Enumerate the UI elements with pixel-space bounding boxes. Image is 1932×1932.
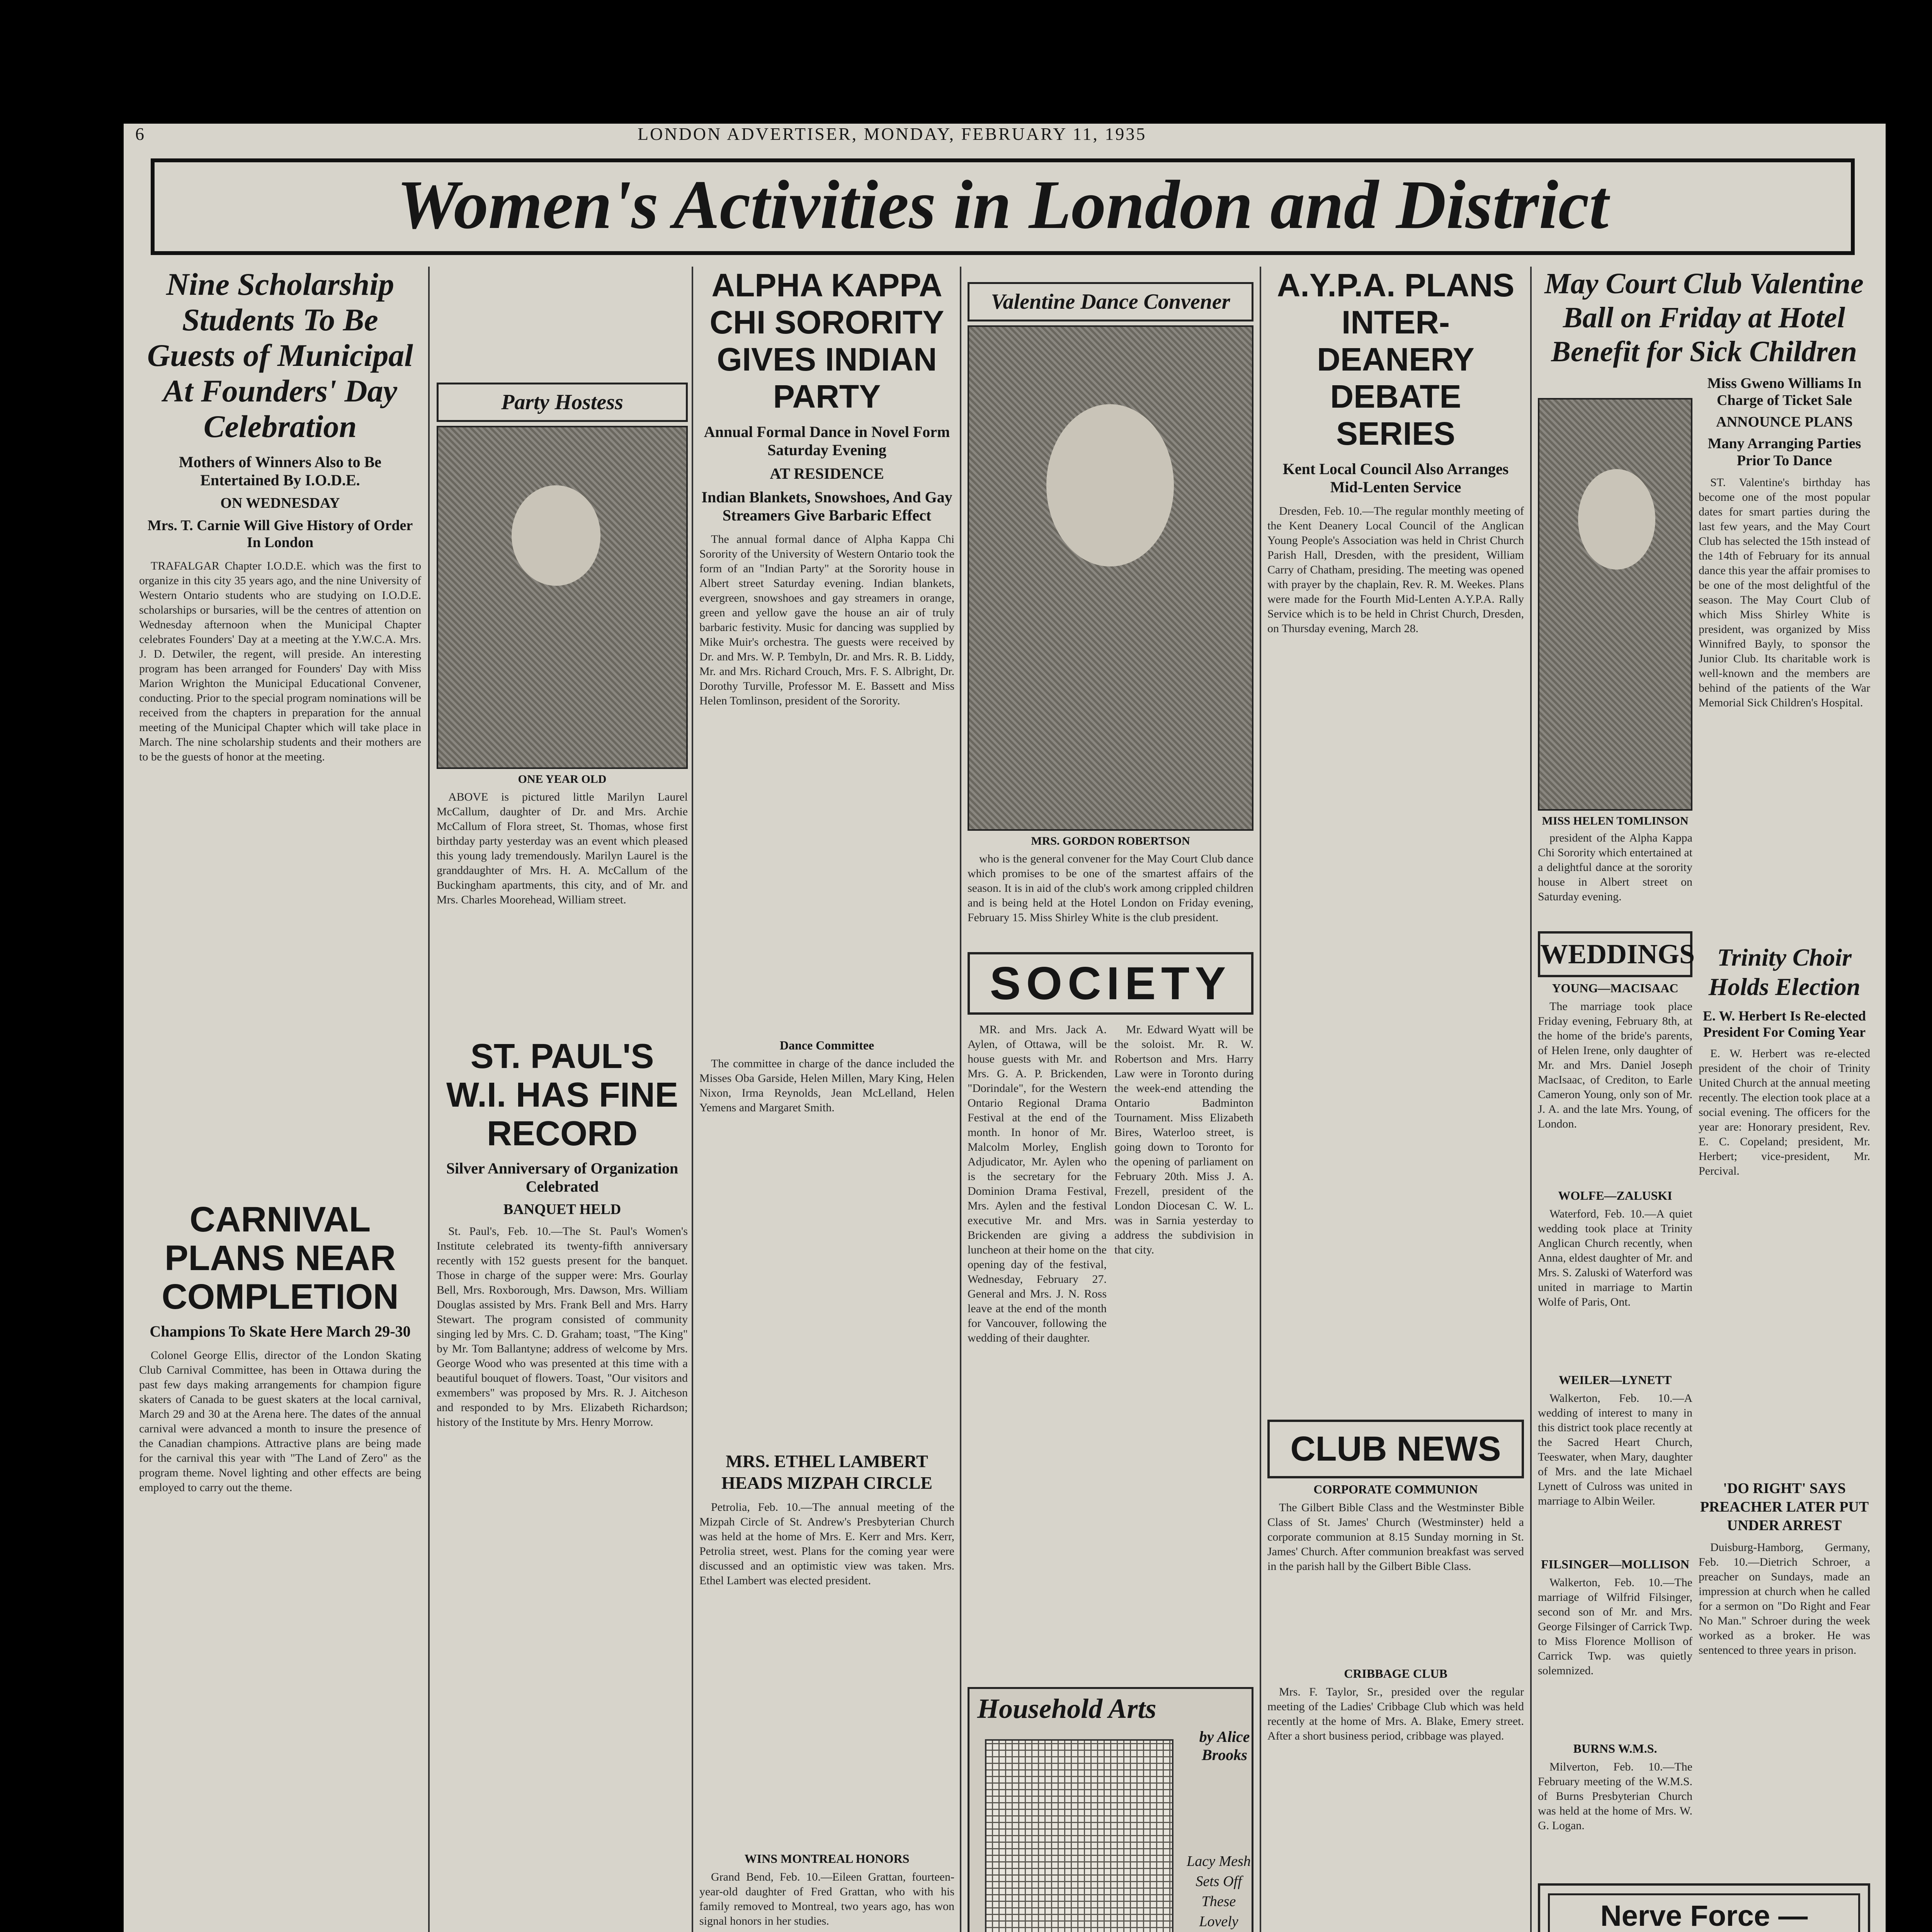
weddings-block xyxy=(1538,931,1695,1868)
article-text: Waterford, Feb. 10.—A quiet wedding took place at Trinity Anglican Church recently, when Anna, eldest daughter of Mr. and Mrs. S. Zaluski of Waterford was united in marriage to Martin Wolfe of Paris, Ont. xyxy=(1538,1208,1692,1308)
headline-mizpah: MRS. ETHEL LAMBERT HEADS MIZPAH CIRCLE xyxy=(721,1451,933,1493)
photo-subject xyxy=(1046,404,1174,566)
column-aypa xyxy=(1267,267,1524,1932)
article-alpha-kappa-chi xyxy=(699,532,954,1034)
deck-gweno-williams: Miss Gweno Williams In Charge of Ticket Sale xyxy=(1707,375,1862,408)
article-text: The annual formal dance of Alpha Kappa Chi Sorority of the University of Western Ontario took the form of an "Indian Party" at the Sorority house in Albert street Saturday evening. Indian blankets, evergreen, snowshoes and gay streamers in orange, green and yellow gave the house an air of truly barbaric festivity. Music for dancing was supplied by Mike Muir's orchestra. The guests were received by Dr. and Mrs. W. P. Tembyln, Dr. and Mrs. R. B. Liddy, Mr. and Mrs. Richard Crouch, Mrs. F. S. Albright, Dr. Dorothy Turville, Professor M. E. Bassett and Miss Helen Tomlinson, president of the Sorority. xyxy=(699,533,954,707)
headline-may-court: May Court Club Valentine Ball on Friday at Hotel Benefit for Sick Children xyxy=(1544,267,1864,368)
headline-carnival: CARNIVAL PLANS NEAR COMPLETION xyxy=(162,1200,399,1316)
article-corporate-communion xyxy=(1267,1500,1524,1663)
wedding-article xyxy=(1538,1207,1692,1369)
photo-caption-mrs-robertson: MRS. GORDON ROBERTSON xyxy=(1031,835,1190,847)
column-society xyxy=(968,267,1253,1932)
article-text: ABOVE is pictured little Marilyn Laurel McCallum, daughter of Dr. and Mrs. Archie McCallum of Flora street, St. Thomas, whose first birthday party yesterday was an event which pleased this young lady tremendously. Marilyn Laurel is the granddaughter of Mrs. H. A. McCallum of the Buckingham apartments, this city, and of Mr. and Mrs. Charles Moorehead, William street. xyxy=(437,791,688,906)
article-text: Petrolia, Feb. 10.—The annual meeting of the Mizpah Circle of St. Andrew's Presbyterian Church was held at the home of Mrs. E. Kerr and Mrs. Kerr, Petrolia street, west. Plans for the coming year were discussed and an optimistic view was taken. Mrs. Ethel Lambert was elected president. xyxy=(699,1501,954,1587)
article-carnival xyxy=(139,1348,421,1932)
column-rule xyxy=(960,267,961,1932)
headline-trinity-choir: Trinity Choir Holds Election xyxy=(1708,944,1861,1000)
article-text: Grand Bend, Feb. 10.—Eileen Grattan, fourteen-year-old daughter of Fred Grattan, who with his family removed to Montreal, two years ago, has won signal honors in her studies. xyxy=(699,1871,954,1927)
article-text: ST. Valentine's birthday has become one of the most popular dates for smart parties during the last few years, and the May Court Club has selected the 15th instead of the 14th of February for its annual dance this year the affair promises to be one of the most delightful of the season. The May Court Club of which Miss Shirley White is president, was organized by Miss Winnifred Bayly, to sponsor the Junior Club. Its charitable work is well-known and the members are behind of the patients of the War Memorial Sick Children's Hospital. xyxy=(1699,476,1870,709)
society-masthead: SOCIETY xyxy=(968,952,1253,1015)
wedding-title: WEILER—LYNETT xyxy=(1558,1373,1672,1387)
deck-announce-plans: ANNOUNCE PLANS xyxy=(1716,414,1853,430)
trinity-block xyxy=(1699,931,1870,1868)
society-right xyxy=(1114,1022,1253,1679)
page-number: 6 xyxy=(135,124,144,144)
photo-caption-one-year-old: ONE YEAR OLD xyxy=(518,773,607,786)
photo-caption-helen-tomlinson: MISS HELEN TOMLINSON xyxy=(1542,815,1689,827)
article-aypa xyxy=(1267,504,1524,1412)
article-text: The marriage took place Friday evening, February 8th, at the home of the bride's parents, of Helen Irene, only daughter of Mr. and Mrs. Daniel Joseph MacIsaac, of Crediton, to Earle Cameron Young, only son of Mr. J. A. and the late Mrs. Young, of London. xyxy=(1538,1000,1692,1130)
article-dance-committee xyxy=(699,1056,954,1443)
deck-history: Mrs. T. Carnie Will Give History of Order In London xyxy=(147,517,413,551)
household-arts-tagline: Lacy Mesh Sets Off These Lovely xyxy=(1187,1853,1251,1930)
household-arts-title: Household Arts xyxy=(977,1693,1156,1724)
article-text: The Gilbert Bible Class and the Westminster Bible Class of St. James' Church (Westminster) held a corporate communion at 8.15 Sunday morning in St. James' Church. After communion breakfast was served in the parish hall by the Gilbert Bible Class. xyxy=(1267,1501,1524,1573)
article-text: E. W. Herbert was re-elected president of the choir of Trinity United Church at the annual meeting recently. The election took place at a social evening. The officers for the year are: Honorary president, Rev. E. C. Copeland; president, Mr. Herbert; vice-president, Mr. Percival. xyxy=(1699,1047,1870,1177)
article-may-court xyxy=(1699,475,1870,900)
article-text: St. Paul's, Feb. 10.—The St. Paul's Women's Institute celebrated its twenty-fifth anniversary recently with 152 guests present for the banquet. Those in charge of the supper were: Mrs. Gourlay Bell, Mrs. Roxborough, Mrs. Dawson, Mrs. William Douglas assisted by Mrs. Frank Bell and Mrs. Harry Stewart. The program consisted of community singing led by Mrs. C. D. Graham; toast, "The King" by Mr. Tom Ballantyne; address of welcome by Mrs. George Wood who was presented at this time with a beautiful bouquet of flowers. Toast, "Our visitors and exmembers" was proposed by Mrs. R. J. Aitcheson and responded to by Mrs. Elizabeth Richardson; history of the Institute by Mrs. Henry Morrow. xyxy=(437,1225,688,1429)
masthead-dateline: LONDON ADVERTISER, MONDAY, FEBRUARY 11, 1935 xyxy=(638,124,1147,144)
may-court-top xyxy=(1538,375,1870,920)
may-court-article-block xyxy=(1699,375,1870,920)
headline-st-pauls: ST. PAUL'S W.I. HAS FINE RECORD xyxy=(446,1037,679,1153)
deck-kent-council: Kent Local Council Also Arranges Mid-Lenten Service xyxy=(1282,460,1509,496)
headline-do-right: 'DO RIGHT' SAYS PREACHER LATER PUT UNDER ARREST xyxy=(1700,1480,1869,1534)
wedding-title: YOUNG—MACISAAC xyxy=(1552,981,1679,995)
filet-crochet-illustration xyxy=(985,1739,1173,1932)
article-trinity-choir xyxy=(1699,1046,1870,1471)
deck-carnival: Champions To Skate Here March 29-30 xyxy=(150,1323,411,1340)
household-arts-box xyxy=(968,1687,1253,1932)
nerve-force-ad xyxy=(1538,1883,1870,1932)
club-news-masthead: CLUB NEWS xyxy=(1267,1420,1524,1478)
article-founders-day xyxy=(139,559,421,1192)
article-text: Dresden, Feb. 10.—The regular monthly meeting of the Kent Deanery Local Council of the Anglican Young People's Association was held in Christ Church Parish Hall, Dresden, with the president, William Carry of Chatham, presiding. The meeting was opened with prayer by the chaplain, Rev. R. M. Weekes. Plans were made for the Fourth Mid-Lenten A.Y.P.A. Rally Service which is to be held in Christ Church, Dresden, on Thursday evening, March 28. xyxy=(1267,505,1524,635)
photo-subject xyxy=(512,485,600,586)
article-text: Walkerton, Feb. 10.—A wedding of interest to many in this district took place recently at the Sacred Heart Church, Teeswater, when Mary, daughter of Mrs. and the late Michael Lynett of Culross was united in marriage to Albin Weiler. xyxy=(1538,1392,1692,1507)
subhead-corporate-communion: CORPORATE COMMUNION xyxy=(1313,1482,1478,1496)
headline-alpha-kappa-chi: ALPHA KAPPA CHI SORORITY GIVES INDIAN PARTY xyxy=(709,267,944,415)
article-text: Duisburg-Hamborg, Germany, Feb. 10.—Dietrich Schroer, a preacher on Sundays, made an impression at church when he called for a sermon on "Do Right and Fear No Man." Schroer during the week worked as a broker. He was sentenced to three years in prison. xyxy=(1699,1541,1870,1656)
deck-annual-formal: Annual Formal Dance in Novel Form Saturday Evening xyxy=(704,423,950,459)
wedding-title: FILSINGER—MOLLISON xyxy=(1541,1557,1690,1571)
photo-title-valentine-convener: Valentine Dance Convener xyxy=(968,282,1253,321)
article-do-right xyxy=(1699,1540,1870,1787)
section-banner: Women's Activities in London and District xyxy=(151,158,1855,255)
deck-at-residence: AT RESIDENCE xyxy=(770,465,884,482)
deck-mothers: Mothers of Winners Also to Be Entertained By I.O.D.E. xyxy=(179,453,382,489)
column-party-hostess xyxy=(437,267,688,1932)
society-columns xyxy=(968,1022,1253,1679)
article-valentine-convener xyxy=(968,852,1253,944)
subhead-montreal: WINS MONTREAL HONORS xyxy=(744,1852,910,1866)
article-text: The committee in charge of the dance included the Misses Oba Garside, Helen Millen, Mary King, Helen Nixon, Irma Reynolds, Jean McLelland, Helen Yemens and Margaret Smith. xyxy=(699,1057,954,1114)
folio-line xyxy=(124,124,1886,147)
wedding-article xyxy=(1538,1391,1692,1553)
headline-founders-day: Nine Scholarship Students To Be Guests of Municipal At Founders' Day Celebration xyxy=(147,267,413,444)
deck-indian-blankets: Indian Blankets, Snowshoes, And Gay Streamers Give Barbaric Effect xyxy=(701,488,952,524)
column-rule xyxy=(1260,267,1261,1932)
column-may-court xyxy=(1538,267,1870,1932)
article-party-hostess xyxy=(437,790,688,1029)
wedding-title: WOLFE—ZALUSKI xyxy=(1558,1189,1672,1202)
column-rule xyxy=(692,267,693,1932)
wedding-article xyxy=(1538,999,1692,1185)
article-helen-tomlinson xyxy=(1538,831,1692,920)
subhead-cribbage-club: CRIBBAGE CLUB xyxy=(1344,1667,1447,1680)
article-text: who is the general convener for the May Court Club dance which promises to be one of the smartest affairs of the season. It is in aid of the club's work among crippled children and is being held at the Hotel London on Friday evening, February 15. Miss Shirley White is the club president. xyxy=(968,852,1253,924)
deck-many-arranging: Many Arranging Parties Prior To Dance xyxy=(1708,435,1861,469)
burns-wms-article xyxy=(1538,1760,1692,1868)
may-court-photo-block xyxy=(1538,375,1692,920)
nerve-force-title: Nerve Force — xyxy=(1548,1893,1860,1932)
article-montreal xyxy=(699,1870,954,1932)
column-alpha-kappa-chi xyxy=(699,267,954,1932)
household-arts-byline: by Alice Brooks xyxy=(1199,1728,1250,1764)
article-text: MR. and Mrs. Jack A. Aylen, of Ottawa, will be house guests with Mr. and Mrs. G. A. P. Brickenden, "Dorindale", for the Western Ontario Regional Drama Festival at the end of the month. In honor of Mr. Malcolm Morley, English Adjudicator, Mr. Aylen who is the secretary for the Dominion Drama Festival, Mrs. Aylen and the festival executive Mr. and Mrs. Brickenden are giving a luncheon at their home on the opening day of the festival, Wednesday, February 27. General and Mrs. J. N. Ross leave at the end of the month for Vancouver, following the wedding of their daughter. xyxy=(968,1023,1107,1344)
deck-silver-anniversary: Silver Anniversary of Organization Celebrated xyxy=(446,1160,679,1195)
photo-helen-tomlinson xyxy=(1538,398,1692,811)
article-mizpah xyxy=(699,1500,954,1848)
article-text: TRAFALGAR Chapter I.O.D.E. which was the first to organize in this city 35 years ago, and the nine University of Western Ontario students who are studying on I.O.D.E. scholarships or bursaries, will be the centres of attention on Wednesday afternoon when the Municipal Chapter celebrates Founders' Day at a meeting at the Y.W.C.A. Mrs. J. D. Detwiler, the regent, will preside. An interesting program has been arranged for Founders' Day with Miss Marion Wrighton the Municipal Educational Convener, conducting. Prior to the special program nominations will be received from the chapters in preparation for the annual meeting of the Municipal Chapter which will take place in March. The nine scholarship students and their mothers are to be the guests of honor at the meeting. xyxy=(139,560,421,763)
article-cribbage-club xyxy=(1267,1685,1524,1932)
deck-wednesday: ON WEDNESDAY xyxy=(220,495,340,511)
article-text: Milverton, Feb. 10.—The February meeting of the W.M.S. of Burns Presbyterian Church was held at the home of Mrs. W. G. Logan. xyxy=(1538,1760,1692,1832)
headline-aypa: A.Y.P.A. PLANS INTER-DEANERY DEBATE SERIES xyxy=(1277,267,1515,452)
article-text: Mrs. F. Taylor, Sr., presided over the regular meeting of the Ladies' Cribbage Club which was held recently at the home of Mrs. A. Blake, Emery street. After a short business period, cribbage was played. xyxy=(1267,1685,1524,1742)
column-founders-day xyxy=(139,267,421,1932)
may-court-bottom xyxy=(1538,931,1870,1868)
society-left xyxy=(968,1022,1107,1679)
deck-banquet-held: BANQUET HELD xyxy=(503,1201,621,1218)
photo-baby xyxy=(437,426,688,769)
article-text: Colonel George Ellis, director of the London Skating Club Carnival Committee, has been in Ottawa during the past few days making arrangements for champion figure skaters of Canada to be guest skaters at the local carnival, March 29 and 30 at the Arena here. The dates of the annual carnival were advanced a month to insure the presence of the Canadian champions. Attractive plans are being made for the carnival this year with "The Land of Zero" as the program theme. Novel lighting and other effects are being employed to carry out the theme. xyxy=(139,1349,421,1494)
column-rule xyxy=(1530,267,1532,1932)
deck-herbert: E. W. Herbert Is Re-elected President For Coming Year xyxy=(1703,1008,1866,1040)
photo-mrs-robertson xyxy=(968,325,1253,831)
photo-subject xyxy=(1578,469,1655,570)
article-text: Walkerton, Feb. 10.—The marriage of Wilfrid Filsinger, second son of Mr. and Mrs. George Filsinger of Carrick Twp. to Miss Florence Mollison of Carrick Twp. was quietly solemnized. xyxy=(1538,1576,1692,1677)
article-text: president of the Alpha Kappa Chi Sorority which entertained at a delightful dance at the sorority house in Albert street on Saturday evening. xyxy=(1538,832,1692,903)
photo-title-party-hostess: Party Hostess xyxy=(437,383,688,422)
newspaper-page xyxy=(124,124,1886,1932)
subhead-dance-committee: Dance Committee xyxy=(779,1038,874,1052)
article-st-pauls xyxy=(437,1224,688,1932)
wedding-article xyxy=(1538,1575,1692,1738)
article-text: Mr. Edward Wyatt will be the soloist. Mr. R. W. Robertson and Mrs. Harry Law were in Toronto during the week-end attending the Ontario Badminton Tournament. Miss Elizabeth Bires, Waterloo street, is going down to Toronto for the opening of parliament on February 20th. Miss J. A. Frezell, president of the London Diocesan C. W. L. was in Sarnia yesterday to address the subdivision in that city. xyxy=(1114,1023,1253,1256)
weddings-masthead: WEDDINGS xyxy=(1538,931,1692,977)
burns-wms-title: BURNS W.M.S. xyxy=(1573,1742,1657,1755)
column-rule xyxy=(428,267,430,1932)
